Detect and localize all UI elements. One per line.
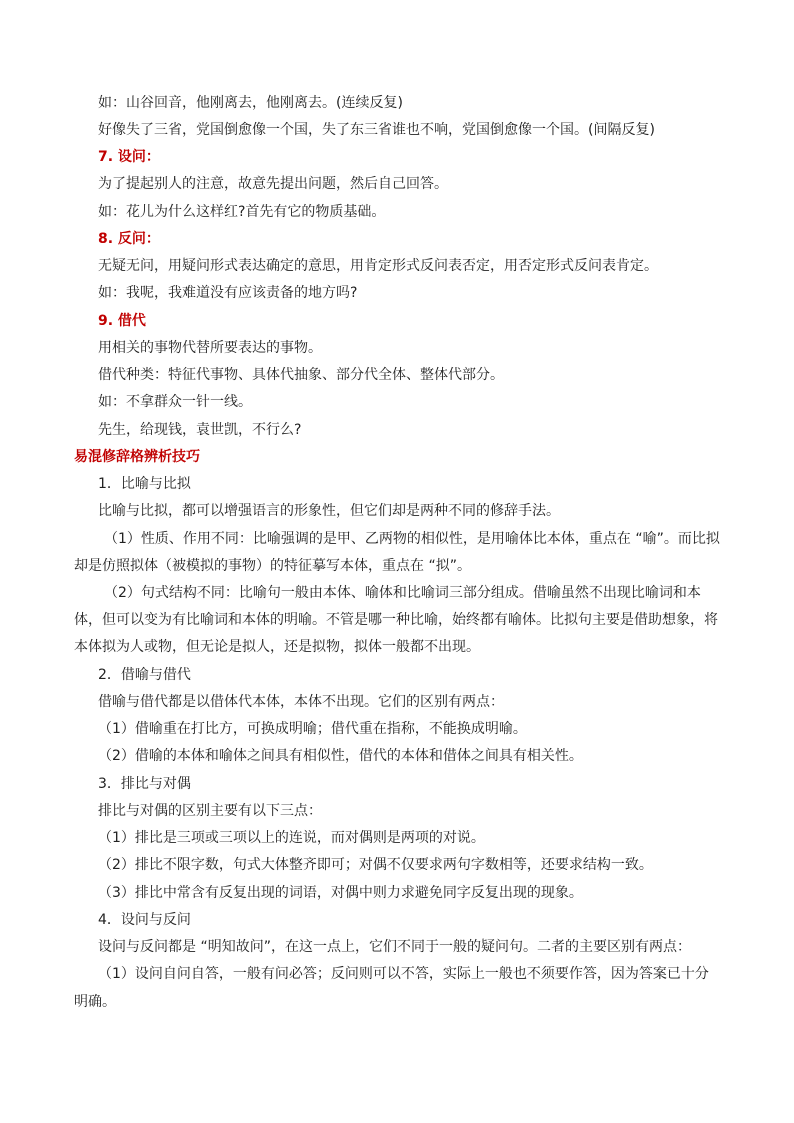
paragraph-line: 借喻与借代都是以借体代本体，本体不出现。它们的区别有两点： <box>98 694 504 710</box>
paragraph-line: 明确。 <box>74 994 116 1010</box>
paragraph-line: 比喻与比拟，都可以增强语言的形象性，但它们却是两种不同的修辞手法。 <box>98 503 560 519</box>
paragraph-line: 体，但可以变为有比喻词和本体的明喻。不管是哪一种比喻，始终都有喻体。比拟句主要是借助想象，将 <box>74 612 718 628</box>
definition-line: 无疑无问，用疑问形式表达确定的意思，用肯定形式反问表否定，用否定形式反问表肯定。 <box>98 258 658 274</box>
definition-line: 用相关的事物代替所要表达的事物。 <box>98 340 322 356</box>
example-line: 如：山谷回音，他刚离去，他刚离去。(连续反复) <box>98 95 403 111</box>
paragraph-line: （2）排比不限字数，句式大体整齐即可；对偶不仅要求两句字数相等，还要求结构一致。 <box>98 857 653 873</box>
section-heading: 8. 反问： <box>98 231 160 247</box>
paragraph-line: 设问与反问都是 “明知故问”，在这一点上，它们不同于一般的疑问句。二者的主要区别有两点： <box>98 939 691 955</box>
paragraph-line: （1）排比是三项或三项以上的连说，而对偶则是两项的对说。 <box>98 830 485 846</box>
numbered-heading: 4．设问与反问 <box>98 912 191 928</box>
definition-line: 借代种类：特征代事物、具体代抽象、部分代全体、整体代部分。 <box>98 367 504 383</box>
paragraph-line: 排比与对偶的区别主要有以下三点： <box>98 803 322 819</box>
paragraph-line: （2）借喻的本体和喻体之间具有相似性，借代的本体和借体之间具有相关性。 <box>98 748 583 764</box>
numbered-heading: 2．借喻与借代 <box>98 667 191 683</box>
subsection-title: 易混修辞格辨析技巧 <box>74 449 200 465</box>
paragraph-line: （1）设问自问自答，一般有问必答；反问则可以不答，实际上一般也不须要作答，因为答案已十分 <box>98 966 709 982</box>
paragraph-line: 却是仿照拟体（被模拟的事物）的特征摹写本体，重点在 “拟”。 <box>74 558 471 574</box>
example-line: 好像失了三省，党国倒愈像一个国，失了东三省谁也不响，党国倒愈像一个国。(间隔反复) <box>98 122 655 138</box>
numbered-heading: 1．比喻与比拟 <box>98 476 191 492</box>
paragraph-line: （2）句式结构不同：比喻句一般由本体、喻体和比喻词三部分组成。借喻虽然不出现比喻词和本 <box>104 585 701 601</box>
numbered-heading: 3．排比与对偶 <box>98 776 191 792</box>
section-heading: 7. 设问： <box>98 149 160 165</box>
example-line: 如：不拿群众一针一线。 <box>98 394 252 410</box>
example-line: 如：花儿为什么这样红?首先有它的物质基础。 <box>98 204 386 220</box>
section-heading: 9. 借代 <box>98 313 146 329</box>
definition-line: 为了提起别人的注意，故意先提出问题，然后自己回答。 <box>98 176 448 192</box>
paragraph-line: （1）借喻重在打比方，可换成明喻；借代重在指称，不能换成明喻。 <box>98 721 527 737</box>
example-line: 先生，给现钱，袁世凯，不行么? <box>98 422 302 438</box>
paragraph-line: （1）性质、作用不同：比喻强调的是甲、乙两物的相似性，是用喻体比本体，重点在 “喻”。而比拟 <box>104 531 720 547</box>
paragraph-line: 本体拟为人或物，但无论是拟人，还是拟物，拟体一般都不出现。 <box>74 639 480 655</box>
paragraph-line: （3）排比中常含有反复出现的词语，对偶中则力求避免同字反复出现的现象。 <box>98 885 583 901</box>
example-line: 如：我呢，我难道没有应该责备的地方吗? <box>98 285 358 301</box>
